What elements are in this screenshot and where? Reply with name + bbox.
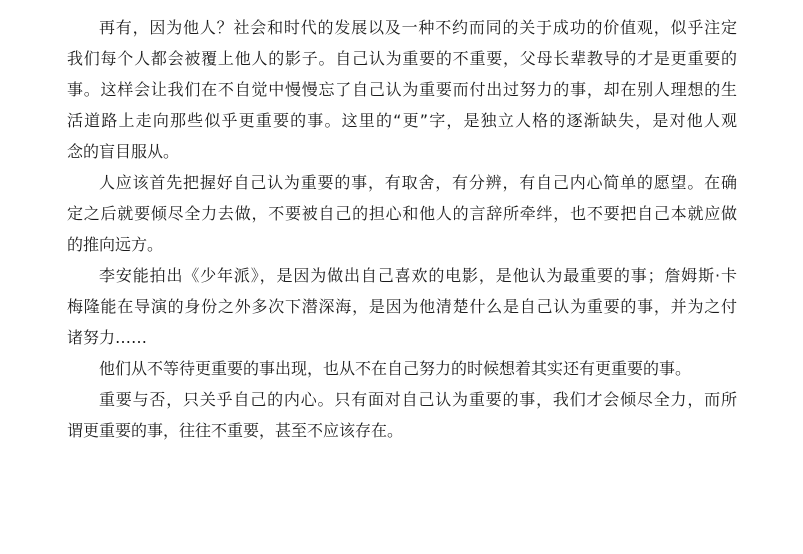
paragraph-3 — [67, 260, 737, 353]
text-line: 重要与否，只关乎自己的内心。只有面对自己认为重要的事，我们才会倾尽全力，而所 — [99, 390, 737, 409]
text-line: 诸努力…… — [67, 328, 148, 347]
text-line: 李安能拍出《少年派》，是因为做出自己喜欢的电影，是他认为最重要的事；詹姆斯·卡 — [99, 266, 737, 285]
text-line: 的推向远方。 — [67, 235, 164, 254]
text-line: 定之后就要倾尽全力去做，不要被自己的担心和他人的言辞所牵绊，也不要把自己本就应做 — [67, 204, 737, 223]
text-line: 人应该首先把握好自己认为重要的事，有取舍，有分辨，有自己内心简单的愿望。在确 — [99, 173, 737, 192]
text-line: 再有，因为他人？社会和时代的发展以及一种不约而同的关于成功的价值观，似乎注定 — [99, 18, 737, 37]
paragraph-4 — [67, 353, 737, 384]
text-line: 我们每个人都会被覆上他人的影子。自己认为重要的不重要，父母长辈教导的才是更重要的 — [67, 49, 737, 68]
text-line: 事。这样会让我们在不自觉中慢慢忘了自己认为重要而付出过努力的事，却在别人理想的生 — [67, 80, 737, 99]
paragraph-1 — [67, 12, 737, 167]
text-line: 念的盲目服从。 — [67, 142, 180, 161]
paragraph-5 — [67, 384, 737, 446]
text-line: 他们从不等待更重要的事出现，也从不在自己努力的时候想着其实还有更重要的事。 — [99, 359, 692, 378]
paragraph-2 — [67, 167, 737, 260]
document-body — [67, 12, 737, 446]
text-line: 活道路上走向那些似乎更重要的事。这里的“更”字，是独立人格的逐渐缺失，是对他人观 — [67, 111, 737, 130]
text-line: 梅隆能在导演的身份之外多次下潜深海，是因为他清楚什么是自己认为重要的事，并为之付 — [67, 297, 737, 316]
text-line: 谓更重要的事，往往不重要，甚至不应该存在。 — [67, 421, 404, 440]
